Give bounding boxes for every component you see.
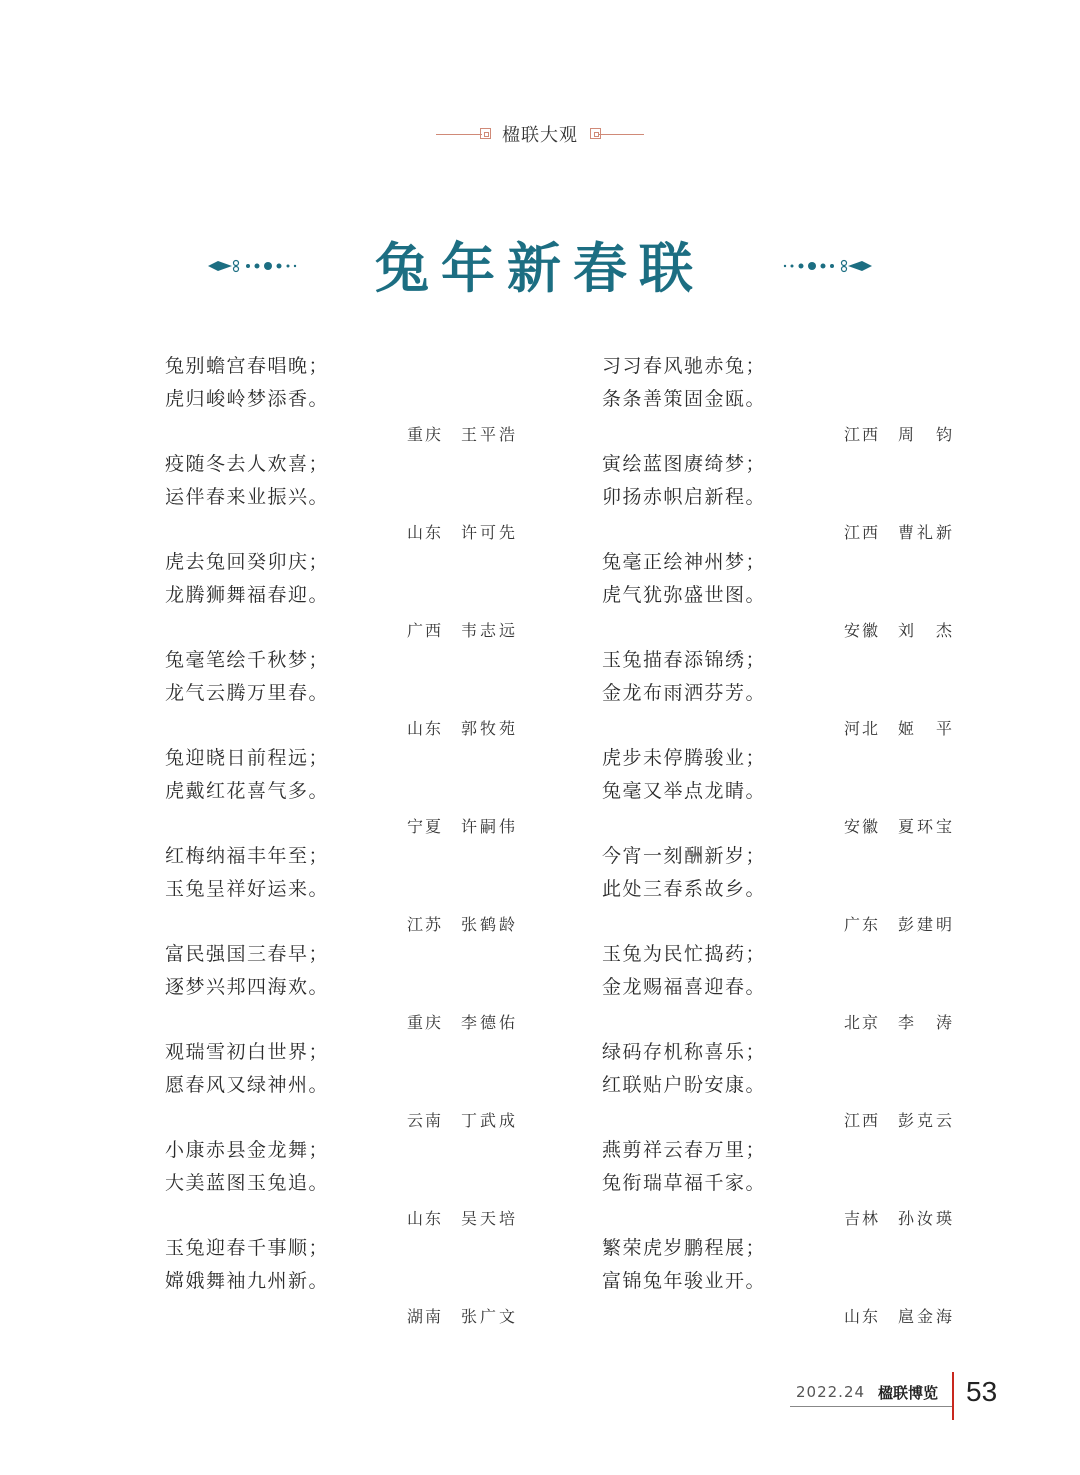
author-name: 李 涛 (898, 1013, 956, 1032)
author-province: 广西 (407, 621, 444, 640)
author-name: 郭牧苑 (461, 719, 519, 738)
couplet-lower-line: 虎归峻岭梦添香。 (165, 388, 330, 410)
couplet (602, 352, 962, 450)
couplet-lower-line: 红联贴户盼安康。 (602, 1074, 767, 1096)
couplet (602, 450, 962, 548)
couplet-upper-line: 寅绘蓝图赓绮梦； (602, 453, 767, 475)
couplet-lower-line: 龙气云腾万里春。 (165, 682, 330, 704)
couplet-lower-line: 兔衔瑞草福千家。 (602, 1172, 767, 1194)
couplet-upper-line: 燕剪祥云春万里； (602, 1139, 767, 1161)
footer-rule (790, 1406, 952, 1407)
couplet (165, 1038, 525, 1136)
couplet (165, 352, 525, 450)
couplet-upper-line: 玉兔为民忙捣药； (602, 943, 767, 965)
couplet-upper-line: 兔毫正绘神州梦； (602, 551, 767, 573)
couplet-lower-line: 金龙赐福喜迎春。 (602, 976, 767, 998)
couplet-upper-line: 兔毫笔绘千秋梦； (165, 649, 330, 671)
couplet (165, 744, 525, 842)
couplet-lower-line: 玉兔呈祥好运来。 (165, 878, 330, 900)
author-province: 安徽 (844, 621, 881, 640)
author-name: 许嗣伟 (461, 817, 519, 836)
couplet-column-right (602, 352, 962, 1332)
couplet (602, 1234, 962, 1332)
couplet-upper-line: 习习春风驰赤兔； (602, 355, 767, 377)
author-name: 张鹤龄 (461, 915, 519, 934)
couplet-upper-line: 富民强国三春早； (165, 943, 330, 965)
couplet (165, 646, 525, 744)
author-name: 姬 平 (898, 719, 956, 738)
author-name: 王平浩 (461, 425, 519, 444)
couplet-upper-line: 繁荣虎岁鹏程展； (602, 1237, 767, 1259)
footer-magazine-name: 楹联博览 (878, 1384, 939, 1402)
couplet (602, 744, 962, 842)
couplet-upper-line: 疫随冬去人欢喜； (165, 453, 330, 475)
author-province: 山东 (844, 1307, 881, 1326)
couplet-upper-line: 小康赤县金龙舞； (165, 1139, 330, 1161)
couplet-lower-line: 大美蓝图玉兔追。 (165, 1172, 330, 1194)
couplet-lower-line: 愿春风又绿神州。 (165, 1074, 330, 1096)
author-name: 丁武成 (461, 1111, 519, 1130)
couplet-lower-line: 虎气犹弥盛世图。 (602, 584, 767, 606)
couplet-lower-line: 虎戴红花喜气多。 (165, 780, 330, 802)
author-province: 云南 (407, 1111, 444, 1130)
author-name: 韦志远 (461, 621, 519, 640)
couplet (165, 1234, 525, 1332)
author-name: 扈金海 (898, 1307, 956, 1326)
couplet-upper-line: 今宵一刻酬新岁； (602, 845, 767, 867)
title-ornament-left-icon (208, 258, 298, 274)
page-title: 兔年新春联 (375, 236, 705, 300)
author-name: 许可先 (461, 523, 519, 542)
page-number: 53 (966, 1376, 998, 1407)
couplet-lower-line: 卯扬赤帜启新程。 (602, 486, 767, 508)
author-name: 张广文 (461, 1307, 519, 1326)
footer-issue: 2022.24 (796, 1383, 866, 1401)
author-province: 山东 (407, 523, 444, 542)
couplet-upper-line: 玉兔描春添锦绣； (602, 649, 767, 671)
couplet-upper-line: 虎步未停腾骏业； (602, 747, 767, 769)
author-name: 刘 杰 (898, 621, 956, 640)
author-province: 安徽 (844, 817, 881, 836)
author-province: 北京 (844, 1013, 881, 1032)
couplet (602, 940, 962, 1038)
author-name: 曹礼新 (898, 523, 956, 542)
author-name: 彭建明 (898, 915, 956, 934)
couplet (165, 450, 525, 548)
couplet (602, 1038, 962, 1136)
footer-divider (952, 1372, 954, 1420)
couplet-lower-line: 兔毫又举点龙睛。 (602, 780, 767, 802)
couplet (165, 842, 525, 940)
author-province: 广东 (844, 915, 881, 934)
couplet-lower-line: 条条善策固金瓯。 (602, 388, 767, 410)
author-name: 吴天培 (461, 1209, 519, 1228)
author-province: 江西 (844, 425, 881, 444)
couplet (165, 940, 525, 1038)
author-name: 彭克云 (898, 1111, 956, 1130)
couplet-lower-line: 嫦娥舞袖九州新。 (165, 1270, 330, 1292)
section-title: 楹联大观 (502, 125, 578, 146)
title-ornament-right-icon (782, 258, 872, 274)
section-header (0, 118, 1080, 152)
couplet-upper-line: 玉兔迎春千事顺； (165, 1237, 330, 1259)
author-province: 江苏 (407, 915, 444, 934)
couplet-upper-line: 绿码存机称喜乐； (602, 1041, 767, 1063)
couplet (602, 646, 962, 744)
author-name: 李德佑 (461, 1013, 519, 1032)
couplet-upper-line: 观瑞雪初白世界； (165, 1041, 330, 1063)
author-province: 重庆 (407, 425, 444, 444)
couplet-upper-line: 兔迎晓日前程远； (165, 747, 330, 769)
couplet (602, 548, 962, 646)
author-name: 周 钧 (898, 425, 956, 444)
author-province: 重庆 (407, 1013, 444, 1032)
couplet (165, 1136, 525, 1234)
couplet-lower-line: 逐梦兴邦四海欢。 (165, 976, 330, 998)
couplet-lower-line: 金龙布雨洒芬芳。 (602, 682, 767, 704)
author-province: 吉林 (844, 1209, 881, 1228)
couplet-lower-line: 此处三春系故乡。 (602, 878, 767, 900)
couplet (165, 548, 525, 646)
author-province: 江西 (844, 523, 881, 542)
author-province: 山东 (407, 719, 444, 738)
header-rule-left (436, 134, 482, 135)
couplet-lower-line: 龙腾狮舞福春迎。 (165, 584, 330, 606)
author-province: 山东 (407, 1209, 444, 1228)
couplet-lower-line: 运伴春来业振兴。 (165, 486, 330, 508)
author-name: 孙汝瑛 (898, 1209, 956, 1228)
author-province: 宁夏 (407, 817, 444, 836)
couplet-upper-line: 兔别蟾宫春唱晚； (165, 355, 330, 377)
header-rule-right (598, 134, 644, 135)
couplet (602, 842, 962, 940)
author-name: 夏环宝 (898, 817, 956, 836)
couplet (602, 1136, 962, 1234)
knot-ornament-icon (480, 128, 491, 139)
author-province: 湖南 (407, 1307, 444, 1326)
author-province: 江西 (844, 1111, 881, 1130)
couplet-upper-line: 虎去兔回癸卯庆； (165, 551, 330, 573)
couplet-column-left (165, 352, 525, 1332)
author-province: 河北 (844, 719, 881, 738)
couplet-upper-line: 红梅纳福丰年至； (165, 845, 330, 867)
couplet-lower-line: 富锦兔年骏业开。 (602, 1270, 767, 1292)
